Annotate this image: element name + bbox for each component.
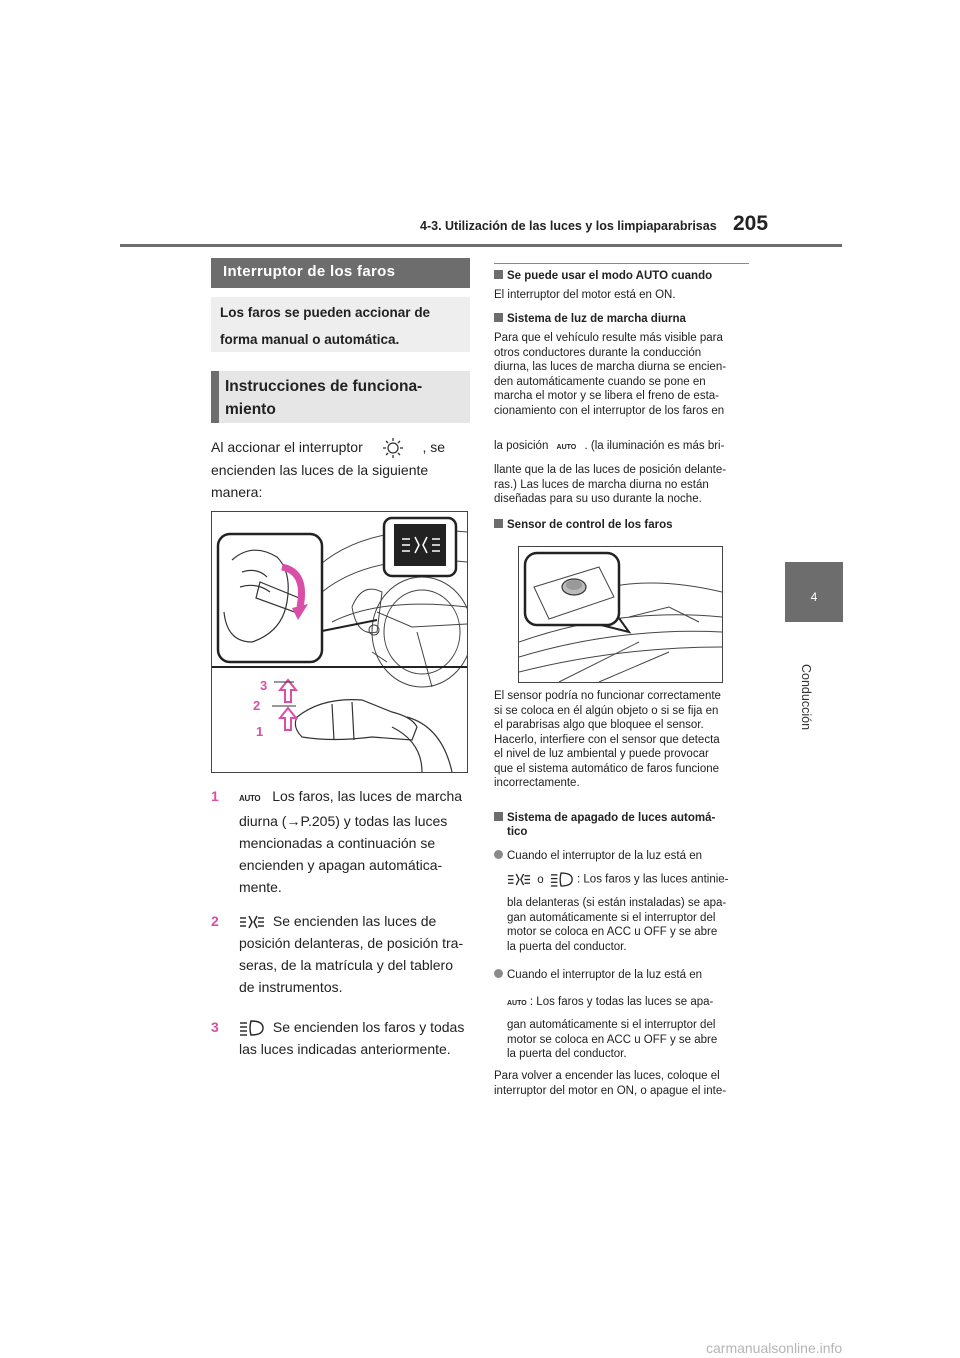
section-heading-line-2: miento (225, 401, 276, 418)
list-item-line: mente. (239, 879, 282, 895)
subheading-auto-mode: Se puede usar el modo AUTO cuando (494, 269, 712, 283)
square-bullet-icon (494, 519, 503, 528)
square-bullet-icon (494, 313, 503, 322)
list-item-line: mencionadas a continuación se (239, 835, 436, 851)
auto-icon: AUTO (239, 794, 261, 803)
bullet-item-icons-line: AUTO : Los faros y todas las luces se apa- (507, 996, 714, 1008)
intro-paragraph-line-3: manera: (211, 484, 263, 501)
intro-paragraph-line-2: encienden las luces de la siguiente (211, 462, 429, 479)
round-bullet-icon (494, 850, 503, 859)
list-item-line: seras, de la matrícula y del tablero (239, 957, 453, 973)
subheading-drl: Sistema de luz de marcha diurna (494, 312, 686, 326)
bullet-item: Cuando el interruptor de la luz está en (494, 849, 702, 864)
list-item (211, 1016, 473, 1060)
bullet-item-text: gan automáticamente si el interruptor del motor se coloca en ACC u OFF y se abre la puerta del conductor. (507, 1019, 718, 1060)
position-lights-icon (507, 872, 531, 887)
round-bullet-icon (494, 969, 503, 978)
drl-paragraph-auto-line: la posición AUTO . (la iluminación es más bri- (494, 440, 725, 452)
headlight-icon (239, 1020, 265, 1036)
intro-box (211, 297, 470, 352)
position-lights-icon (239, 914, 265, 930)
steering-lever-illustration (212, 512, 467, 772)
bullet-item: Cuando el interruptor de la luz está en (494, 968, 702, 983)
auto-icon: AUTO (556, 444, 577, 451)
section-banner: Interruptor de los faros (211, 258, 470, 288)
auto-icon: AUTO (507, 1000, 527, 1007)
figure-label-3: 3 (260, 678, 268, 693)
auto-mode-text: El interruptor del motor está en ON. (494, 289, 676, 301)
headlight-icon (550, 872, 574, 887)
list-item-number: 3 (211, 1019, 219, 1035)
intro-paragraph-line-1: Al accionar el interruptor , se (211, 436, 445, 459)
section-heading-line-1: Instrucciones de funciona- (225, 378, 423, 395)
list-item-line: posición delanteras, de posición tra- (239, 935, 464, 951)
chapter-label: Conducción (799, 664, 813, 731)
light-switch-icon (367, 437, 419, 459)
page-number: 205 (733, 212, 769, 235)
sensor-figure (518, 546, 723, 683)
bullet-item-icons-line: o : Los faros y las luces antinie- (507, 872, 757, 887)
list-item-line: Se encienden las luces de (272, 913, 437, 929)
list-item-line: diurna (→P.205) y todas las luces (239, 813, 448, 829)
square-bullet-icon (494, 812, 503, 821)
list-item-line: Los faros, las luces de marcha (272, 788, 463, 804)
headlight-switch-figure (211, 511, 468, 773)
intro-paragraph (211, 436, 445, 503)
list-item (211, 910, 473, 998)
header-rule (120, 244, 842, 247)
reactivate-paragraph: Para volver a encender las luces, coloque el interruptor del motor en ON, o apague el inte- (494, 1070, 727, 1097)
subheading-sensor: Sensor de control de los faros (494, 518, 673, 532)
list-item-line: encienden y apagan automática- (239, 857, 443, 873)
intro-line-1: Los faros se pueden accionar de (220, 305, 431, 320)
figure-label-2: 2 (253, 698, 261, 713)
column-rule (494, 263, 749, 264)
chapter-tab: 4 (785, 562, 843, 622)
drl-paragraph-end: llante que la de las luces de posición delante- ras.) Las luces de marcha diurna no están diseñadas para su uso durante la noche. (494, 464, 727, 505)
list-item-line: Se encienden los faros y todas (272, 1019, 465, 1035)
windshield-sensor-illustration (519, 547, 722, 682)
list-item-line: las luces indicadas anteriormente. (239, 1041, 451, 1057)
drl-paragraph: Para que el vehículo resulte más visible para otros conductores durante la conducción diurna, las luces de marcha diurna se encien- den automáticamente cuando se pone en marcha el motor y se libera el freno de esta- cionamiento con el interruptor de los faros en (494, 332, 727, 417)
running-header: 4-3. Utilización de las luces y los limpiaparabrisas (420, 219, 717, 233)
list-item-number: 2 (211, 913, 219, 929)
subheading-auto-off: Sistema de apagado de luces automá- tico (494, 811, 715, 839)
figure-label-1: 1 (256, 724, 264, 739)
list-item (211, 785, 473, 898)
watermark: carmanualsonline.info (706, 1340, 843, 1356)
bullet-item-text: bla delanteras (si están instaladas) se apa- gan automáticamente si el interruptor del motor se coloca en ACC u OFF y se abre la puerta del conductor. (507, 897, 727, 953)
sensor-paragraph: El sensor podría no funcionar correctamente si se coloca en él algún objeto o si se fija en el parabrisas algo que bloquee el sensor. Hacerlo, interfiere con el sensor que detecta el nivel de luz ambiental y puede provocar que el sistema automático de faros funcione incorrectamente. (494, 690, 721, 789)
list-item-line: de instrumentos. (239, 979, 343, 995)
intro-line-2: forma manual o automática. (220, 332, 400, 347)
section-heading (211, 371, 470, 423)
list-item-number: 1 (211, 788, 219, 804)
square-bullet-icon (494, 270, 503, 279)
